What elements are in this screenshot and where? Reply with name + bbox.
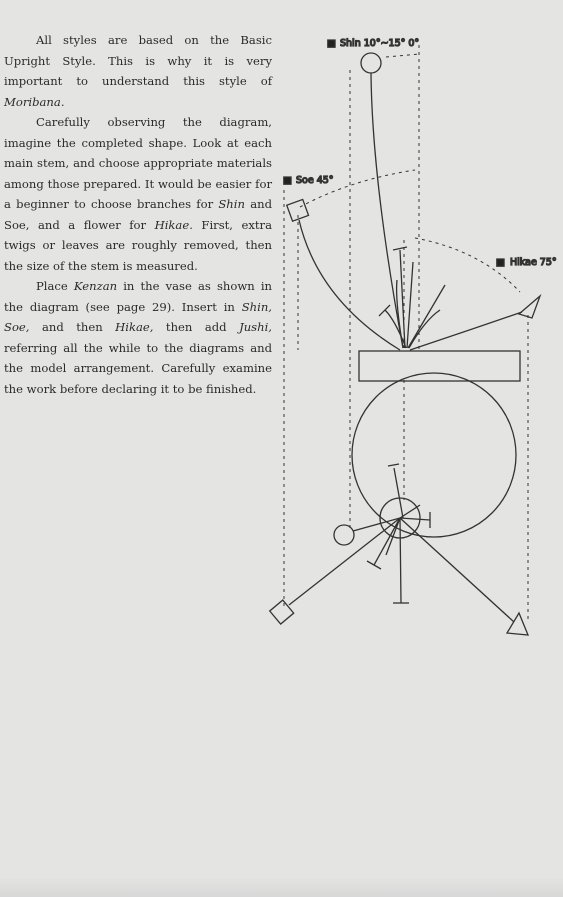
term-hikae: Hikae.: [154, 217, 193, 232]
jushi-stem-1-tip: [393, 247, 407, 250]
paragraph-1-text: All styles are based on the Basic Upright Style. This is why it is very important to understand this style of: [4, 33, 272, 88]
jushi-stem-2: [407, 262, 413, 348]
hikae-mark: ■: [496, 257, 505, 268]
paragraph-2-text-a: Carefully observing the diagram, imagine the completed shape. Look at each main stem, and choose appropriate materials among those prepared. It would be easier for a beginner to choose branches for: [4, 115, 272, 211]
paragraph-3-text-a: Place: [36, 279, 68, 293]
shin-angle-label: Shin 10°~15° 0°: [340, 38, 420, 49]
paragraph-3-text-b: in the vase as shown in the diagram (see page 29). Insert in: [4, 279, 273, 314]
side-elevation: [287, 53, 540, 381]
hikae-stem: [410, 312, 522, 350]
plan-stem-front: [400, 518, 401, 603]
term-hikae-2: Hikae,: [115, 320, 154, 334]
shin-plan-line: [353, 518, 400, 531]
shin-mark: ■: [327, 38, 336, 49]
shin-arc-guide: [386, 54, 419, 57]
term-kenzan: Kenzan: [73, 279, 118, 293]
term-soe: Soe,: [4, 320, 30, 334]
paragraph-3-text-c: and then: [41, 320, 103, 334]
term-moribana: Moribana.: [4, 94, 65, 109]
hikae-plan-triangle: [507, 613, 528, 635]
jushi-stem-5: [409, 310, 440, 348]
plan-stem-back: [394, 468, 403, 518]
jushi-stem-4: [408, 285, 445, 348]
plan-stem-left: [374, 518, 400, 565]
plan-stem-left-tip: [367, 561, 381, 569]
shin-plan-circle: [334, 525, 354, 545]
shin-circle-marker: [361, 53, 381, 73]
plan-view: [270, 373, 528, 635]
plan-stem-back-tip: [388, 464, 399, 466]
term-shin-2: Shin,: [241, 299, 272, 314]
paragraph-2-text-c: First, extra twigs or leaves are roughly removed, then the size of the stem is measured.: [4, 217, 273, 273]
soe-plan-line: [289, 518, 400, 605]
guide-lines: [284, 45, 528, 620]
soe-label-group: [283, 175, 334, 186]
hikae-angle-label: Hikae 75°: [510, 257, 557, 268]
plan-stem-right: [400, 518, 430, 520]
paragraph-3-text-d: then add: [165, 320, 227, 334]
term-jushi: Jushi,: [239, 320, 272, 334]
soe-angle-label: Soe 45°: [296, 175, 334, 186]
paragraph-2-text-b: and Soe, and a flower for: [4, 197, 272, 232]
vase-plan-circle: [352, 373, 516, 537]
shin-label-group: [327, 38, 419, 49]
vase-side-view: [359, 351, 520, 381]
term-shin: Shin: [218, 197, 245, 211]
plan-stem-upper-right: [400, 505, 420, 518]
page-bottom-shadow: [0, 877, 563, 897]
hikae-triangle-marker: [519, 296, 540, 318]
hikae-label-group: [496, 257, 557, 268]
paragraph-3-text-e: referring all the while to the diagrams and the model arrangement. Carefully examine the work before declaring it to be finished.: [4, 340, 272, 396]
soe-mark: ■: [283, 175, 292, 186]
shin-stem: [371, 73, 403, 348]
